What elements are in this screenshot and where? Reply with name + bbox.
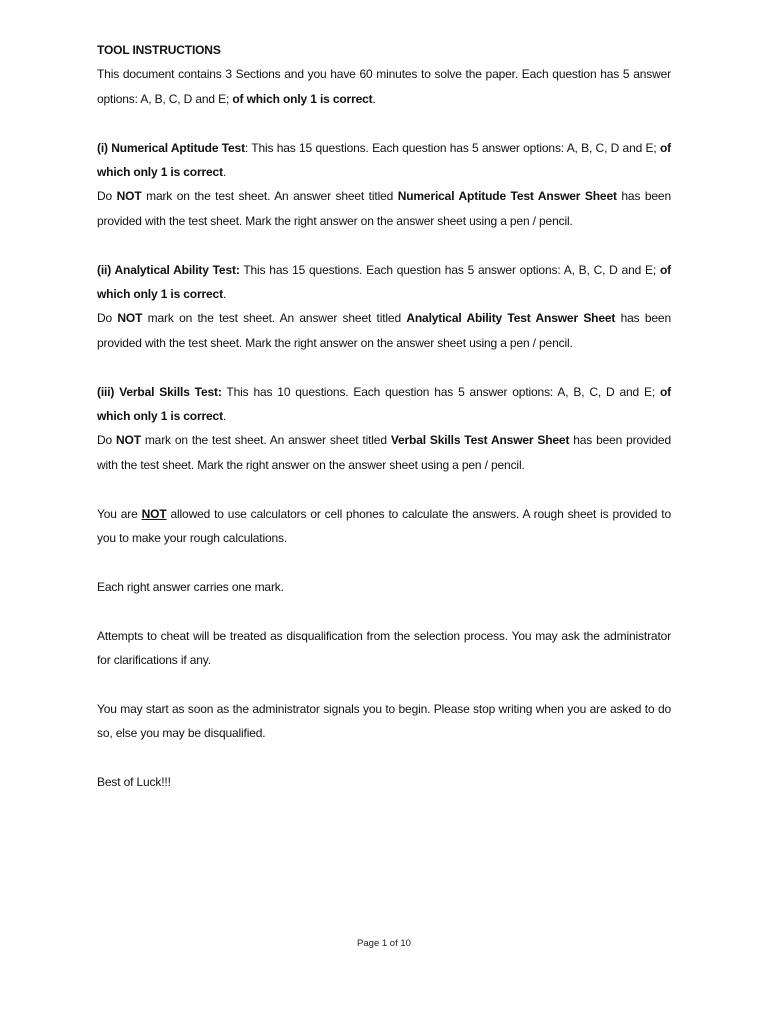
section-numerical-heading — [97, 136, 671, 185]
section-verbal-heading — [97, 380, 671, 429]
section-verbal-instructions — [97, 428, 671, 477]
provided-text: has been provided with the test sheet. Mark the right answer on the answer sheet using a pen / pencil. — [97, 311, 671, 350]
section-verbal-title: (iii) Verbal Skills Test: — [97, 384, 222, 399]
not-emphasis: NOT — [116, 433, 141, 448]
provided-text: has been provided with the test sheet. Mark the right answer on the answer sheet using a pen / pencil. — [97, 189, 671, 228]
calculator-not-emphasis: NOT — [141, 506, 167, 521]
spacer — [97, 477, 671, 501]
section-end: . — [222, 165, 227, 180]
section-verbal-desc: This has 10 questions. Each question has 5 answer options: A, B, C, D and E; — [221, 384, 660, 399]
spacer — [97, 111, 671, 135]
document-heading: TOOL INSTRUCTIONS — [97, 43, 221, 57]
do-text: Do — [97, 311, 118, 326]
closing-message: Best of Luck!!! — [97, 775, 171, 790]
section-verbal-correct: of which only 1 is correct — [97, 384, 672, 424]
spacer — [97, 746, 671, 770]
verbal-answer-sheet-name: Verbal Skills Test Answer Sheet — [390, 433, 570, 448]
intro-end: . — [372, 91, 376, 106]
provided-text: has been provided with the test sheet. Mark the right answer on the answer sheet using a pen / pencil. — [97, 433, 671, 472]
calculator-text-after: allowed to use calculators or cell phones to calculate the answers. A rough sheet is provided to you to make your rough calculations. — [97, 506, 671, 546]
section-end: . — [222, 409, 227, 424]
calculator-policy — [97, 502, 671, 551]
marking-scheme: Each right answer carries one mark. — [97, 579, 284, 594]
mark-text: mark on the test sheet. An answer sheet titled — [141, 189, 398, 204]
spacer — [97, 599, 671, 623]
section-numerical-instructions — [97, 184, 671, 233]
document-body — [97, 38, 671, 794]
spacer — [97, 355, 671, 379]
intro-text: This document contains 3 Sections and you have 60 minutes to solve the paper. Each question has 5 answer options: A, B, C, D and E; — [97, 67, 671, 106]
section-numerical-title: (i) Numerical Aptitude Test — [97, 140, 245, 155]
section-analytical-desc: This has 15 questions. Each question has 5 answer options: A, B, C, D and E; — [239, 262, 660, 277]
intro-bold-note: of which only 1 is correct — [232, 91, 373, 106]
spacer — [97, 233, 671, 257]
start-instructions: You may start as soon as the administrator signals you to begin. Please stop writing when you are asked to do so, else you may be disqualified. — [97, 701, 671, 741]
analytical-answer-sheet-name: Analytical Ability Test Answer Sheet — [406, 311, 616, 326]
not-emphasis: NOT — [117, 311, 143, 326]
section-numerical-desc: : This has 15 questions. Each question has 5 answer options: A, B, C, D and E; — [244, 140, 660, 155]
section-end: . — [222, 287, 227, 302]
spacer — [97, 672, 671, 696]
not-emphasis: NOT — [116, 189, 142, 204]
spacer — [97, 550, 671, 574]
calculator-text-before: You are — [97, 506, 142, 521]
mark-text: mark on the test sheet. An answer sheet titled — [142, 311, 407, 326]
do-text: Do — [97, 189, 117, 204]
section-analytical-heading — [97, 258, 671, 307]
section-analytical-correct: of which only 1 is correct — [97, 262, 671, 302]
section-numerical-correct: of which only 1 is correct — [97, 140, 671, 180]
mark-text: mark on the test sheet. An answer sheet titled — [140, 433, 391, 448]
page-number: Page 1 of 10 — [357, 938, 411, 949]
cheating-policy: Attempts to cheat will be treated as disqualification from the selection process. You may ask the administrator for clarifications if any. — [97, 628, 671, 668]
section-analytical-instructions — [97, 306, 671, 355]
numerical-answer-sheet-name: Numerical Aptitude Test Answer Sheet — [397, 189, 617, 204]
do-text: Do — [97, 433, 116, 448]
section-analytical-title: (ii) Analytical Ability Test: — [97, 262, 240, 277]
intro-paragraph — [97, 62, 671, 111]
